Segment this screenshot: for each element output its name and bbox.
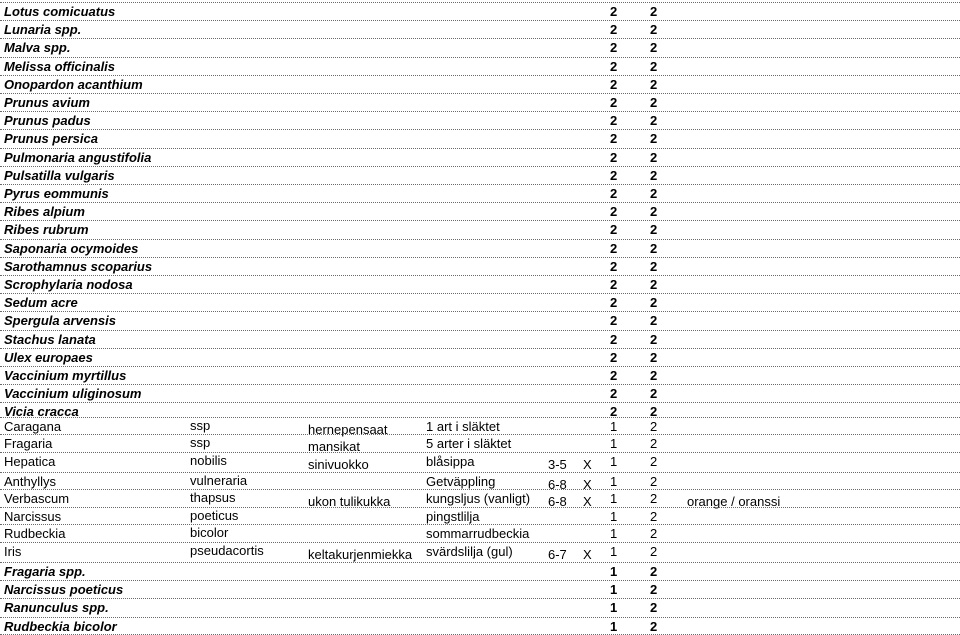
table-row[interactable]: [0, 93, 960, 111]
table-row[interactable]: [0, 434, 960, 452]
species-name: Pyrus eommunis: [4, 186, 109, 201]
value-2: 2: [650, 167, 658, 183]
value-1: 1: [610, 564, 618, 579]
value-2: 2: [650, 454, 658, 469]
genus-cell: Rudbeckia: [4, 526, 66, 541]
value-2: 2: [650, 331, 658, 347]
species-cell: poeticus: [190, 508, 239, 523]
value-1: 2: [610, 368, 618, 383]
swedish-name-cell: svärdslilja (gul): [426, 544, 513, 559]
genus-cell: Fragaria: [4, 436, 53, 451]
species-name: Ribes alpium: [4, 204, 85, 220]
value-2: 2: [650, 58, 658, 74]
table-row[interactable]: [0, 472, 960, 492]
species-cell: pseudacortis: [190, 543, 264, 558]
species-name: Lotus comicuatus: [4, 4, 116, 19]
table-row[interactable]: [0, 417, 960, 437]
value-1: 1: [610, 491, 618, 506]
table-row[interactable]: [0, 617, 960, 635]
species-name: Melissa officinalis: [4, 58, 116, 74]
table-row[interactable]: [0, 598, 960, 616]
species-name: Ranunculus spp.: [4, 600, 109, 616]
species-name: Pulsatilla vulgaris: [4, 167, 115, 183]
mark-cell: X: [583, 477, 592, 492]
table-row[interactable]: [0, 562, 960, 580]
value-1: 2: [610, 331, 618, 347]
species-name: Scrophylaria nodosa: [4, 277, 133, 292]
table-row[interactable]: [0, 384, 960, 402]
value-2: 2: [650, 618, 658, 634]
species-cell: nobilis: [190, 453, 227, 468]
size-cell: 3-5: [548, 457, 567, 472]
table-row[interactable]: [0, 239, 960, 257]
value-2: 2: [650, 491, 658, 506]
value-2: 2: [650, 349, 658, 365]
size-cell: 6-8: [548, 494, 567, 509]
value-2: 2: [650, 509, 658, 524]
value-1: 2: [610, 258, 618, 274]
species-name: Sarothamnus scoparius: [4, 258, 153, 274]
table-row[interactable]: [0, 202, 960, 220]
value-1: 2: [610, 4, 618, 19]
value-1: 2: [610, 240, 618, 256]
table-row[interactable]: [0, 257, 960, 275]
species-name: Vaccinium myrtillus: [4, 368, 127, 383]
species-name: Malva spp.: [4, 40, 71, 56]
value-1: 1: [610, 509, 618, 524]
swedish-name-cell: Getväppling: [426, 474, 496, 489]
value-1: 2: [610, 404, 618, 420]
genus-cell: Narcissus: [4, 509, 62, 524]
table-row[interactable]: [0, 311, 960, 329]
swedish-name-cell: kungsljus (vanligt): [426, 491, 531, 506]
table-row[interactable]: [0, 148, 960, 166]
species-name: Spergula arvensis: [4, 313, 116, 329]
table-row[interactable]: [0, 293, 960, 311]
mark-cell: X: [583, 547, 592, 562]
value-2: 2: [650, 564, 658, 579]
swedish-name-cell: pingstlilja: [426, 509, 480, 524]
value-2: 2: [650, 474, 658, 489]
species-name: Prunus padus: [4, 113, 91, 129]
species-cell: bicolor: [190, 525, 229, 540]
swedish-name-cell: sommarrudbeckia: [426, 526, 530, 541]
value-1: 1: [610, 474, 618, 489]
mark-cell: X: [583, 494, 592, 509]
species-name: Pulmonaria angustifolia: [4, 149, 152, 165]
value-1: 2: [610, 40, 618, 56]
value-2: 2: [650, 95, 658, 110]
species-name: Prunus persica: [4, 131, 98, 147]
value-1: 2: [610, 95, 618, 110]
value-2: 2: [650, 113, 658, 129]
value-1: 2: [610, 349, 618, 365]
value-1: 2: [610, 222, 618, 238]
value-2: 2: [650, 419, 658, 434]
value-2: 2: [650, 240, 658, 256]
species-name: Narcissus poeticus: [4, 582, 124, 598]
table-row[interactable]: [0, 129, 960, 147]
table-row[interactable]: [0, 38, 960, 56]
table-row[interactable]: [0, 507, 960, 524]
table-row[interactable]: [0, 2, 960, 20]
value-2: 2: [650, 526, 658, 541]
value-2: 2: [650, 204, 658, 220]
table-row[interactable]: [0, 542, 960, 562]
value-1: 1: [610, 436, 618, 451]
table-row[interactable]: [0, 330, 960, 348]
value-1: 2: [610, 295, 618, 311]
table-row[interactable]: [0, 166, 960, 184]
species-name: Vicia cracca: [4, 404, 79, 420]
value-1: 2: [610, 186, 618, 201]
value-1: 1: [610, 600, 618, 616]
value-2: 2: [650, 404, 658, 420]
value-2: 2: [650, 258, 658, 274]
value-1: 2: [610, 76, 618, 92]
value-1: 1: [610, 544, 618, 559]
value-2: 2: [650, 386, 658, 402]
species-cell: thapsus: [190, 490, 236, 505]
color-note-cell: orange / oranssi: [687, 494, 781, 509]
value-2: 2: [650, 222, 658, 238]
finnish-name-cell: sinivuokko: [308, 457, 369, 472]
species-name: Sedum acre: [4, 295, 78, 311]
species-name: Prunus avium: [4, 95, 90, 110]
size-cell: 6-8: [548, 477, 567, 492]
table-row[interactable]: [0, 452, 960, 472]
value-1: 2: [610, 167, 618, 183]
value-2: 2: [650, 600, 658, 616]
table-row[interactable]: [0, 366, 960, 384]
species-name: Fragaria spp.: [4, 564, 86, 579]
value-2: 2: [650, 186, 658, 201]
value-1: 2: [610, 113, 618, 129]
value-1: 2: [610, 149, 618, 165]
finnish-name-cell: hernepensaat: [308, 422, 388, 437]
value-2: 2: [650, 40, 658, 56]
value-2: 2: [650, 22, 658, 38]
genus-cell: Caragana: [4, 419, 62, 434]
table-row[interactable]: [0, 489, 960, 507]
value-1: 2: [610, 131, 618, 147]
value-2: 2: [650, 277, 658, 292]
size-cell: 6-7: [548, 547, 567, 562]
species-cell: ssp: [190, 435, 211, 450]
swedish-name-cell: blåsippa: [426, 454, 475, 469]
table-row[interactable]: [0, 524, 960, 542]
species-cell: vulneraria: [190, 473, 248, 488]
value-2: 2: [650, 436, 658, 451]
swedish-name-cell: 5 arter i släktet: [426, 436, 512, 451]
genus-cell: Verbascum: [4, 491, 70, 506]
species-name: Lunaria spp.: [4, 22, 82, 38]
value-1: 2: [610, 204, 618, 220]
value-1: 2: [610, 58, 618, 74]
species-name: Saponaria ocymoides: [4, 240, 139, 256]
species-name: Rudbeckia bicolor: [4, 618, 117, 634]
finnish-name-cell: keltakurjenmiekka: [308, 547, 413, 562]
species-name: Ulex europaes: [4, 349, 93, 365]
table-row[interactable]: [0, 348, 960, 366]
value-2: 2: [650, 149, 658, 165]
genus-cell: Anthyllys: [4, 474, 57, 489]
value-1: 2: [610, 277, 618, 292]
value-2: 2: [650, 313, 658, 329]
mark-cell: X: [583, 457, 592, 472]
value-2: 2: [650, 76, 658, 92]
species-name: Stachus lanata: [4, 331, 96, 347]
value-1: 2: [610, 313, 618, 329]
value-1: 2: [610, 22, 618, 38]
table-row[interactable]: [0, 220, 960, 238]
species-name: Onopardon acanthium: [4, 76, 143, 92]
finnish-name-cell: ukon tulikukka: [308, 494, 391, 509]
table-row[interactable]: [0, 20, 960, 38]
value-2: 2: [650, 544, 658, 559]
genus-cell: Hepatica: [4, 454, 56, 469]
value-2: 2: [650, 131, 658, 147]
table-row[interactable]: [0, 111, 960, 129]
table-row[interactable]: [0, 75, 960, 93]
finnish-name-cell: mansikat: [308, 439, 361, 454]
value-2: 2: [650, 4, 658, 19]
species-name: Vaccinium uliginosum: [4, 386, 142, 402]
value-1: 1: [610, 419, 618, 434]
table-row[interactable]: [0, 57, 960, 75]
table-row[interactable]: [0, 184, 960, 202]
value-2: 2: [650, 295, 658, 311]
value-2: 2: [650, 582, 658, 598]
genus-cell: Iris: [4, 544, 22, 559]
value-1: 1: [610, 454, 618, 469]
species-name: Ribes rubrum: [4, 222, 89, 238]
swedish-name-cell: 1 art i släktet: [426, 419, 500, 434]
value-1: 2: [610, 386, 618, 402]
value-1: 1: [610, 526, 618, 541]
value-1: 1: [610, 582, 618, 598]
species-cell: ssp: [190, 418, 211, 433]
table-row[interactable]: [0, 275, 960, 293]
value-1: 1: [610, 618, 618, 634]
table-row[interactable]: [0, 580, 960, 598]
value-2: 2: [650, 368, 658, 383]
